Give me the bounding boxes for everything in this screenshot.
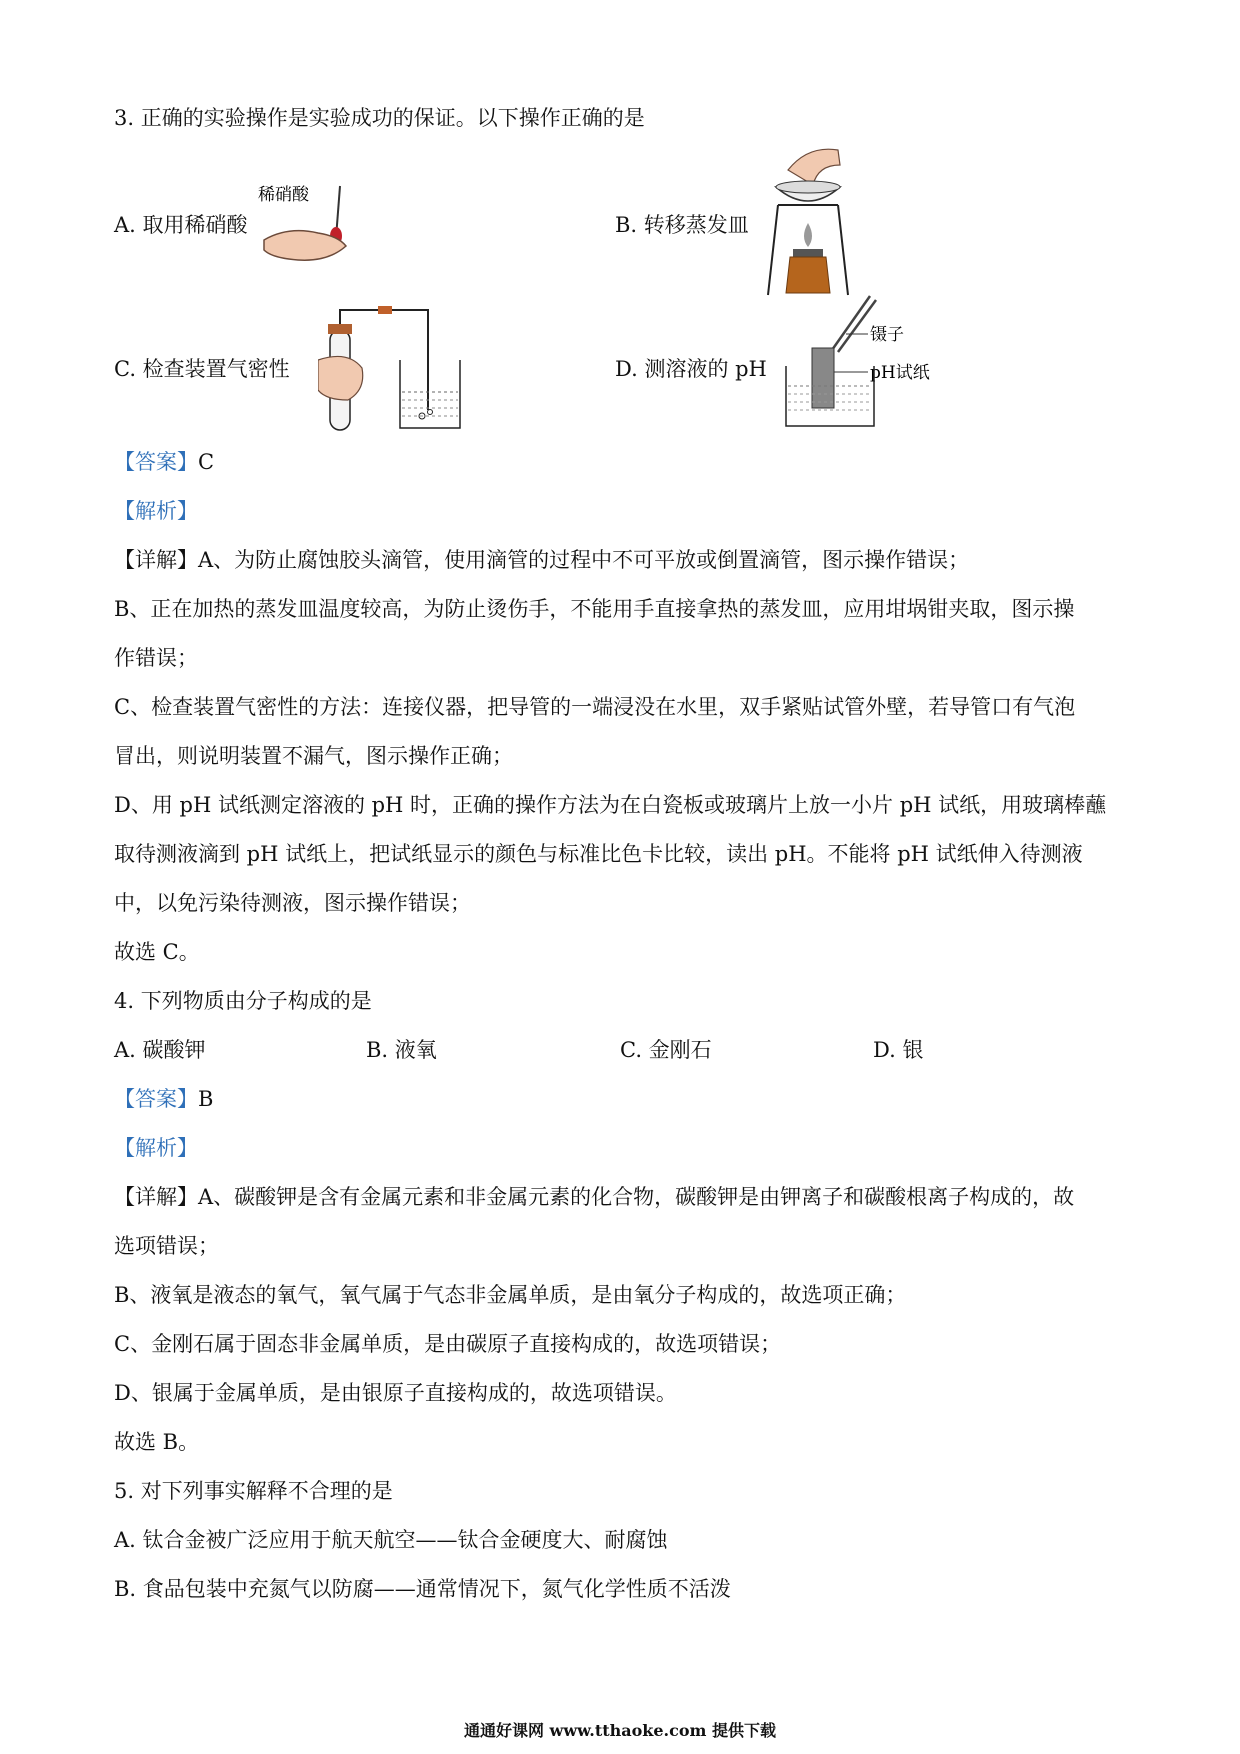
q3-figure-d-paper-label: pH试纸	[870, 363, 930, 383]
q3-detail-line-3: 作错误；	[114, 646, 198, 670]
answer-value: C	[198, 450, 215, 474]
q3-option-c: C. 检查装置气密性	[114, 357, 290, 381]
q4-conclusion: 故选 B。	[114, 1430, 200, 1454]
answer-tag: 【答案】	[114, 450, 198, 474]
q4-option-a: A. 碳酸钾	[114, 1038, 206, 1062]
q3-answer	[114, 447, 214, 477]
q4-detail-line-3: B、液氧是液态的氧气，氧气属于气态非金属单质，是由氧分子构成的，故选项正确；	[114, 1283, 907, 1307]
q3-analysis-tag: 【解析】	[114, 499, 198, 523]
q3-detail-line-4: C、检查装置气密性的方法：连接仪器，把导管的一端浸没在水里，双手紧贴试管外壁，若导管口有气泡	[114, 695, 1076, 719]
q3-option-b: B. 转移蒸发皿	[615, 213, 749, 237]
q4-detail-line-4: C、金刚石属于固态非金属单质，是由碳原子直接构成的，故选项错误；	[114, 1332, 782, 1356]
q3-option-a: A. 取用稀硝酸	[114, 213, 248, 237]
q4-option-d: D. 银	[873, 1038, 924, 1062]
q3-figure-a-label: 稀硝酸	[258, 185, 309, 205]
q3-detail-line-1: 【详解】A、为防止腐蚀胶头滴管，使用滴管的过程中不可平放或倒置滴管，图示操作错误；	[114, 548, 970, 572]
q3-stem: 3. 正确的实验操作是实验成功的保证。以下操作正确的是	[114, 106, 645, 130]
q4-option-b: B. 液氧	[366, 1038, 437, 1062]
q4-detail-line-1: 【详解】A、碳酸钾是含有金属元素和非金属元素的化合物，碳酸钾是由钾离子和碳酸根离子构成的，故	[114, 1185, 1075, 1209]
q3-figure-c-airtightness	[318, 300, 468, 440]
q3-figure-b-evaporating-dish	[758, 145, 858, 305]
q4-stem: 4. 下列物质由分子构成的是	[114, 989, 372, 1013]
q3-figure-a-dropper	[258, 178, 368, 268]
q5-option-b: B. 食品包装中充氮气以防腐——通常情况下，氮气化学性质不活泼	[114, 1577, 731, 1601]
q5-option-a: A. 钛合金被广泛应用于航天航空——钛合金硬度大、耐腐蚀	[114, 1528, 668, 1552]
q4-detail-line-2: 选项错误；	[114, 1234, 219, 1258]
q4-option-c: C. 金刚石	[620, 1038, 712, 1062]
q5-stem: 5. 对下列事实解释不合理的是	[114, 1479, 393, 1503]
q3-figure-d-tweezers-label: 镊子	[870, 325, 904, 345]
q4-detail-line-5: D、银属于金属单质，是由银原子直接构成的，故选项错误。	[114, 1381, 677, 1405]
q3-option-d: D. 测溶液的 pH	[615, 357, 767, 381]
q3-figure-d-ph-test	[780, 290, 960, 440]
q4-analysis-tag: 【解析】	[114, 1136, 198, 1160]
q3-detail-line-5: 冒出，则说明装置不漏气，图示操作正确；	[114, 744, 513, 768]
page-footer: 通通好课网 www.tthaoke.com 提供下载	[463, 1721, 777, 1740]
q3-detail-line-6: D、用 pH 试纸测定溶液的 pH 时，正确的操作方法为在白瓷板或玻璃片上放一小片 pH 试纸，用玻璃棒蘸	[114, 793, 1107, 817]
answer-tag: 【答案】	[114, 1087, 198, 1111]
q3-detail-line-7: 取待测液滴到 pH 试纸上，把试纸显示的颜色与标准比色卡比较，读出 pH。不能将 pH 试纸伸入待测液	[114, 842, 1083, 866]
q3-detail-line-8: 中，以免污染待测液，图示操作错误；	[114, 891, 471, 915]
q3-detail-line-2: B、正在加热的蒸发皿温度较高，为防止烫伤手，不能用手直接拿热的蒸发皿，应用坩埚钳夹取，图示操	[114, 597, 1075, 621]
q3-conclusion: 故选 C。	[114, 940, 200, 964]
q4-answer	[114, 1084, 213, 1114]
answer-value: B	[198, 1087, 214, 1111]
